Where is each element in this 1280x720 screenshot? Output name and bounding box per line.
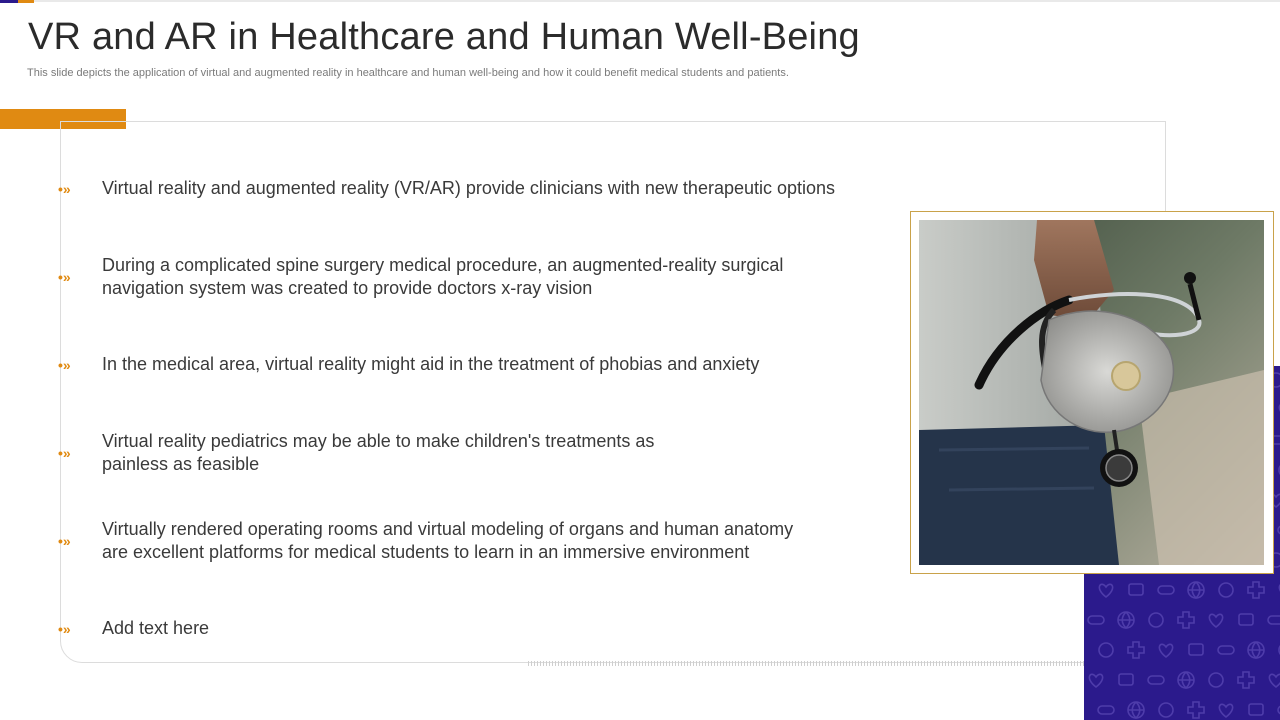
doctor-holding-stethoscope-and-mask-photo xyxy=(919,220,1264,565)
double-chevron-right-icon: •» xyxy=(58,533,71,549)
double-chevron-right-icon: •» xyxy=(58,445,71,461)
bullet-item xyxy=(56,430,896,476)
bullet-text: In the medical area, virtual reality might aid in the treatment of phobias and anxiety xyxy=(102,354,760,374)
top-accent-bar xyxy=(0,0,34,3)
bullet-item xyxy=(56,518,896,564)
bullet-text: Virtually rendered operating rooms and virtual modeling of organs and human anatomy are excellent platforms for medical students to learn in an immersive environment xyxy=(102,519,794,562)
frame-dotted-edge xyxy=(528,661,1088,666)
top-rule xyxy=(0,0,1280,2)
bullet-text: During a complicated spine surgery medical procedure, an augmented-reality surgical navigation system was created to provide doctors x-ray vision xyxy=(102,255,784,298)
bullet-item xyxy=(56,617,896,640)
double-chevron-right-icon: •» xyxy=(58,180,71,197)
double-chevron-right-icon: •» xyxy=(58,620,71,637)
slide-subtitle: This slide depicts the application of virtual and augmented reality in healthcare and human well-being and how it could benefit medical students and patients. xyxy=(27,67,789,79)
bullet-text: Virtual reality pediatrics may be able to make children's treatments as painless as feasible xyxy=(102,431,655,474)
bullet-text: Virtual reality and augmented reality (VR/AR) provide clinicians with new therapeutic options xyxy=(102,178,836,198)
slide-title: VR and AR in Healthcare and Human Well-Being xyxy=(28,16,860,58)
double-chevron-right-icon: •» xyxy=(58,356,71,373)
double-chevron-right-icon: •» xyxy=(58,269,71,285)
bullet-item xyxy=(56,353,896,376)
bullet-text: Add text here xyxy=(102,618,210,638)
bullet-item xyxy=(56,177,896,200)
bullet-item xyxy=(56,254,896,300)
